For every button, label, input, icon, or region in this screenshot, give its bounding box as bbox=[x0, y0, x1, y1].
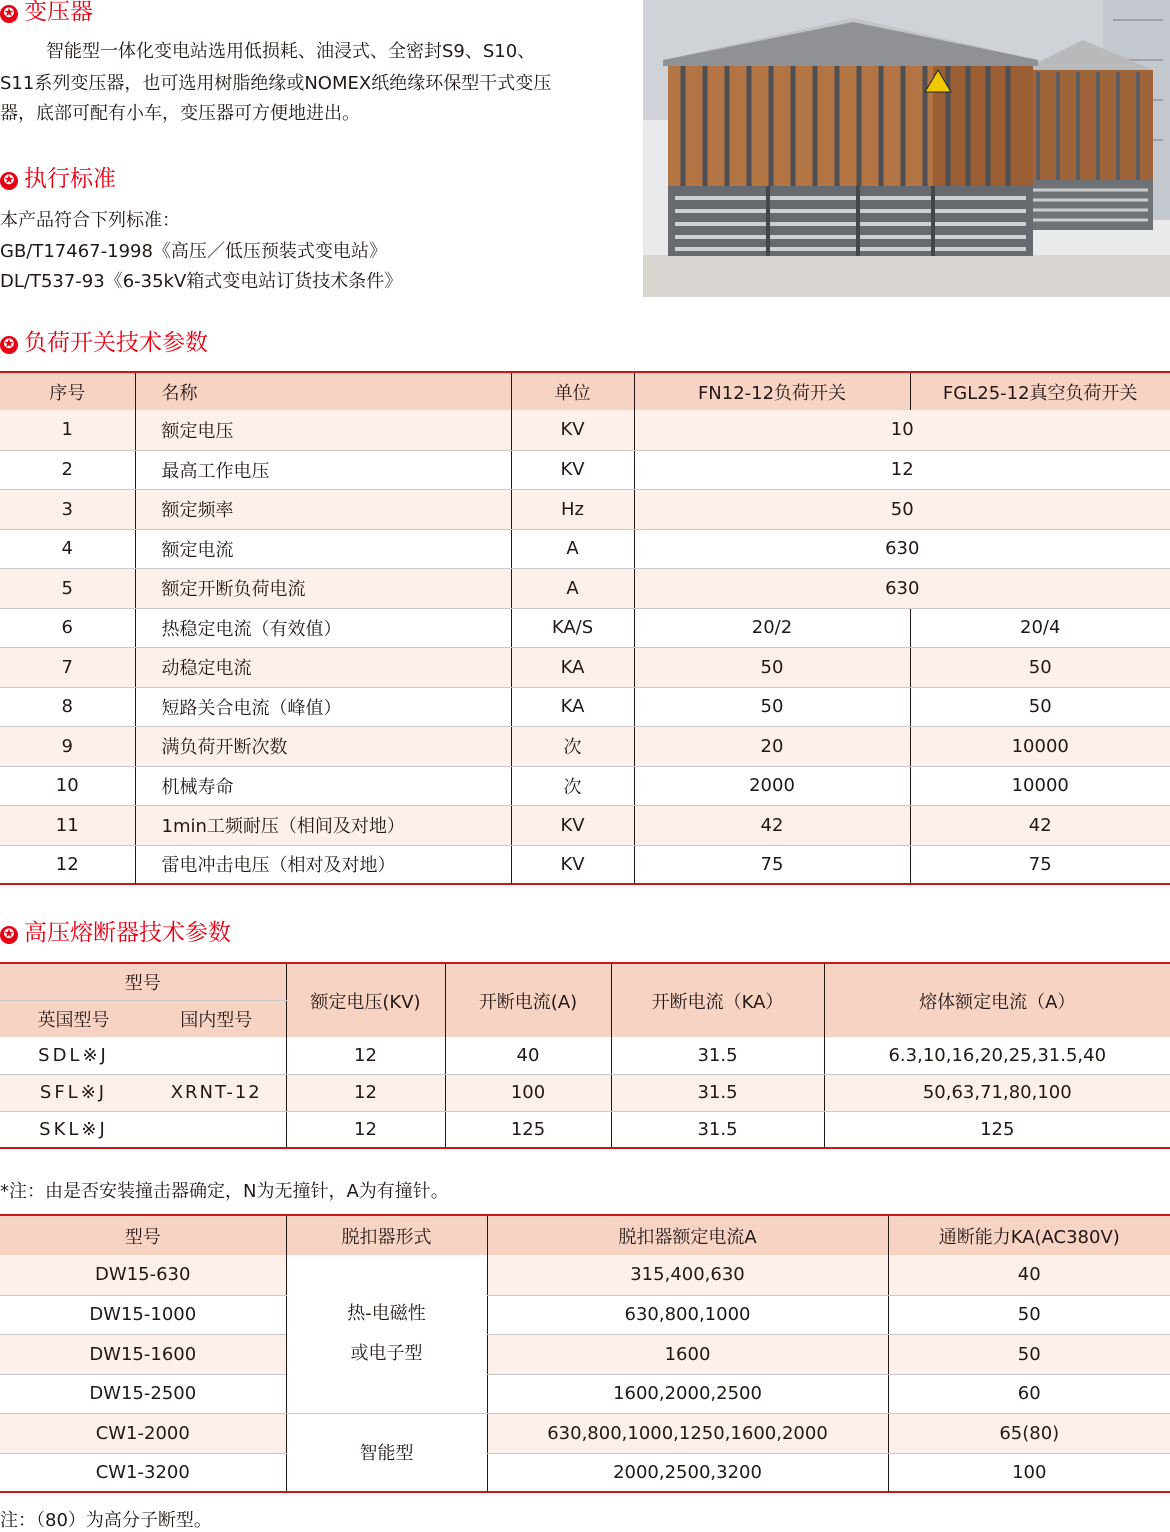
load-switch-table bbox=[0, 371, 1170, 885]
star-icon: ✪ bbox=[0, 5, 18, 23]
header-voltage: 额定电压(KV) bbox=[286, 963, 445, 1037]
row-name: 热稳定电流（有效值） bbox=[135, 608, 511, 647]
row-capacity: 50 bbox=[888, 1334, 1170, 1374]
row-capacity: 65(80) bbox=[888, 1413, 1170, 1453]
row-break-a: 40 bbox=[445, 1037, 611, 1074]
row-value-fn12: 20/2 bbox=[634, 608, 910, 647]
row-no: 8 bbox=[0, 687, 135, 726]
row-name: 动稳定电流 bbox=[135, 647, 511, 687]
row-value-fn12: 50 bbox=[634, 647, 910, 687]
row-no: 3 bbox=[0, 489, 135, 529]
table-header-row bbox=[0, 1215, 1170, 1255]
row-trip-current: 1600 bbox=[487, 1334, 888, 1374]
row-value-fgl25: 10000 bbox=[910, 726, 1170, 766]
table-row bbox=[0, 529, 1170, 568]
row-name: 满负荷开断次数 bbox=[135, 726, 511, 766]
standard-dl: DL/T537-93《6-35kV箱式变电站订货技术条件》 bbox=[0, 271, 403, 292]
row-name: 额定电流 bbox=[135, 529, 511, 568]
breaker-note: 注：（80）为高分子断型。 bbox=[0, 1510, 212, 1531]
row-model: CW1-3200 bbox=[0, 1453, 286, 1492]
section-title-fuse: ✪ 高压熔断器技术参数 bbox=[0, 918, 231, 948]
table-row bbox=[0, 687, 1170, 726]
row-no: 7 bbox=[0, 647, 135, 687]
row-value-shared: 10 bbox=[634, 410, 1170, 450]
trip-type-group-thermal bbox=[286, 1255, 487, 1413]
row-model: DW15-1000 bbox=[0, 1295, 286, 1334]
row-name: 雷电冲击电压（相对及对地） bbox=[135, 845, 511, 884]
row-no: 1 bbox=[0, 410, 135, 450]
row-value-fn12: 42 bbox=[634, 805, 910, 845]
trip-type-line-2: 或电子型 bbox=[350, 1342, 423, 1364]
table-row bbox=[0, 1295, 1170, 1334]
row-trip-current: 630,800,1000,1250,1600,2000 bbox=[487, 1413, 888, 1453]
table-header-row bbox=[0, 963, 1170, 1000]
row-voltage: 12 bbox=[286, 1111, 445, 1148]
star-icon: ✪ bbox=[0, 926, 18, 944]
section-title-transformer: ✪ 变压器 bbox=[0, 0, 93, 27]
row-voltage: 12 bbox=[286, 1074, 445, 1111]
header-trip-current: 脱扣器额定电流A bbox=[487, 1215, 888, 1255]
row-cn-model bbox=[147, 1111, 286, 1148]
row-unit: KA/S bbox=[511, 608, 634, 647]
row-unit: A bbox=[511, 529, 634, 568]
row-name: 额定开断负荷电流 bbox=[135, 568, 511, 608]
table-row bbox=[0, 1111, 1170, 1148]
header-unit: 单位 bbox=[511, 372, 634, 410]
row-capacity: 60 bbox=[888, 1374, 1170, 1413]
row-no: 4 bbox=[0, 529, 135, 568]
row-value-fgl25: 75 bbox=[910, 845, 1170, 884]
trip-type-line-1: 热-电磁性 bbox=[347, 1302, 426, 1324]
header-name: 名称 bbox=[135, 372, 511, 410]
row-value-fn12: 50 bbox=[634, 687, 910, 726]
standard-intro: 本产品符合下列标准： bbox=[0, 210, 180, 231]
table-row bbox=[0, 1037, 1170, 1074]
table-row bbox=[0, 726, 1170, 766]
row-value-fgl25: 50 bbox=[910, 647, 1170, 687]
table-row bbox=[0, 1374, 1170, 1413]
row-no: 10 bbox=[0, 766, 135, 805]
header-capacity: 通断能力KA(AC380V) bbox=[888, 1215, 1170, 1255]
table-row bbox=[0, 766, 1170, 805]
row-name: 短路关合电流（峰值） bbox=[135, 687, 511, 726]
row-name: 额定电压 bbox=[135, 410, 511, 450]
row-break-ka: 31.5 bbox=[611, 1037, 824, 1074]
star-icon: ✪ bbox=[0, 172, 18, 190]
header-fgl25: FGL25-12真空负荷开关 bbox=[910, 372, 1170, 410]
table-row bbox=[0, 845, 1170, 884]
row-name: 机械寿命 bbox=[135, 766, 511, 805]
table-row bbox=[0, 647, 1170, 687]
row-unit: A bbox=[511, 568, 634, 608]
row-trip-current: 1600,2000,2500 bbox=[487, 1374, 888, 1413]
table-row bbox=[0, 805, 1170, 845]
row-no: 12 bbox=[0, 845, 135, 884]
row-no: 5 bbox=[0, 568, 135, 608]
row-capacity: 100 bbox=[888, 1453, 1170, 1492]
section-title-standard: ✪ 执行标准 bbox=[0, 164, 116, 194]
row-value-shared: 50 bbox=[634, 489, 1170, 529]
row-uk-model: SDL※J bbox=[0, 1037, 147, 1074]
row-uk-model: SKL※J bbox=[0, 1111, 147, 1148]
star-icon: ✪ bbox=[0, 336, 18, 354]
row-value-shared: 12 bbox=[634, 450, 1170, 489]
row-no: 2 bbox=[0, 450, 135, 489]
row-melt: 125 bbox=[824, 1111, 1170, 1148]
trip-type-group-smart: 智能型 bbox=[286, 1413, 487, 1492]
row-trip-current: 315,400,630 bbox=[487, 1255, 888, 1295]
header-cn-model: 国内型号 bbox=[147, 1000, 286, 1037]
row-break-ka: 31.5 bbox=[611, 1074, 824, 1111]
header-break-ka: 开断电流（KA） bbox=[611, 963, 824, 1037]
table-row bbox=[0, 1334, 1170, 1374]
table-row bbox=[0, 489, 1170, 529]
row-trip-current: 2000,2500,3200 bbox=[487, 1453, 888, 1492]
row-trip-current: 630,800,1000 bbox=[487, 1295, 888, 1334]
row-capacity: 40 bbox=[888, 1255, 1170, 1295]
row-no: 11 bbox=[0, 805, 135, 845]
header-uk-model: 英国型号 bbox=[0, 1000, 147, 1037]
row-model: CW1-2000 bbox=[0, 1413, 286, 1453]
row-break-a: 125 bbox=[445, 1111, 611, 1148]
row-unit: KA bbox=[511, 647, 634, 687]
header-model: 型号 bbox=[0, 963, 286, 1000]
row-model: DW15-2500 bbox=[0, 1374, 286, 1413]
row-cn-model bbox=[147, 1037, 286, 1074]
table-row bbox=[0, 608, 1170, 647]
row-name: 最高工作电压 bbox=[135, 450, 511, 489]
row-uk-model: SFL※J bbox=[0, 1074, 147, 1111]
table-row bbox=[0, 1453, 1170, 1492]
transformer-text-line-2: S11系列变压器，也可选用树脂绝缘或NOMEX纸绝缘环保型干式变压 bbox=[0, 73, 552, 94]
standard-gb: GB/T17467-1998《高压／低压预装式变电站》 bbox=[0, 241, 387, 262]
transformer-text-line-3: 器，底部可配有小车，变压器可方便地进出。 bbox=[0, 103, 360, 124]
row-value-shared: 630 bbox=[634, 529, 1170, 568]
table-header-row bbox=[0, 372, 1170, 410]
substation-photo bbox=[643, 0, 1170, 297]
row-voltage: 12 bbox=[286, 1037, 445, 1074]
row-break-a: 100 bbox=[445, 1074, 611, 1111]
header-fn12: FN12-12负荷开关 bbox=[634, 372, 910, 410]
table-row bbox=[0, 450, 1170, 489]
table-row bbox=[0, 1255, 1170, 1295]
row-value-fn12: 2000 bbox=[634, 766, 910, 805]
row-unit: KV bbox=[511, 805, 634, 845]
row-unit: Hz bbox=[511, 489, 634, 529]
row-capacity: 50 bbox=[888, 1295, 1170, 1334]
row-value-fgl25: 10000 bbox=[910, 766, 1170, 805]
row-name: 额定频率 bbox=[135, 489, 511, 529]
row-name: 1min工频耐压（相间及对地） bbox=[135, 805, 511, 845]
row-no: 6 bbox=[0, 608, 135, 647]
table-row bbox=[0, 1413, 1170, 1453]
header-model: 型号 bbox=[0, 1215, 286, 1255]
header-break-a: 开断电流(A) bbox=[445, 963, 611, 1037]
row-model: DW15-1600 bbox=[0, 1334, 286, 1374]
table-row bbox=[0, 568, 1170, 608]
row-value-shared: 630 bbox=[634, 568, 1170, 608]
row-model: DW15-630 bbox=[0, 1255, 286, 1295]
row-cn-model: XRNT-12 bbox=[147, 1074, 286, 1111]
row-unit: KA bbox=[511, 687, 634, 726]
breaker-table bbox=[0, 1214, 1170, 1493]
header-melt: 熔体额定电流（A） bbox=[824, 963, 1170, 1037]
header-no: 序号 bbox=[0, 372, 135, 410]
row-melt: 50,63,71,80,100 bbox=[824, 1074, 1170, 1111]
row-melt: 6.3,10,16,20,25,31.5,40 bbox=[824, 1037, 1170, 1074]
row-value-fgl25: 50 bbox=[910, 687, 1170, 726]
table-row bbox=[0, 410, 1170, 450]
table-row bbox=[0, 1074, 1170, 1111]
fuse-table bbox=[0, 962, 1170, 1149]
row-unit: 次 bbox=[511, 726, 634, 766]
row-unit: 次 bbox=[511, 766, 634, 805]
transformer-text-line-1: 智能型一体化变电站选用低损耗、油浸式、全密封S9、S10、 bbox=[46, 41, 536, 62]
row-value-fn12: 20 bbox=[634, 726, 910, 766]
row-unit: KV bbox=[511, 450, 634, 489]
section-title-load-switch: ✪ 负荷开关技术参数 bbox=[0, 328, 208, 358]
row-unit: KV bbox=[511, 410, 634, 450]
fuse-note: *注：由是否安装撞击器确定，N为无撞针，A为有撞针。 bbox=[0, 1181, 449, 1202]
row-value-fgl25: 42 bbox=[910, 805, 1170, 845]
header-trip-type: 脱扣器形式 bbox=[286, 1215, 487, 1255]
row-no: 9 bbox=[0, 726, 135, 766]
row-break-ka: 31.5 bbox=[611, 1111, 824, 1148]
row-value-fgl25: 20/4 bbox=[910, 608, 1170, 647]
row-value-fn12: 75 bbox=[634, 845, 910, 884]
row-unit: KV bbox=[511, 845, 634, 884]
